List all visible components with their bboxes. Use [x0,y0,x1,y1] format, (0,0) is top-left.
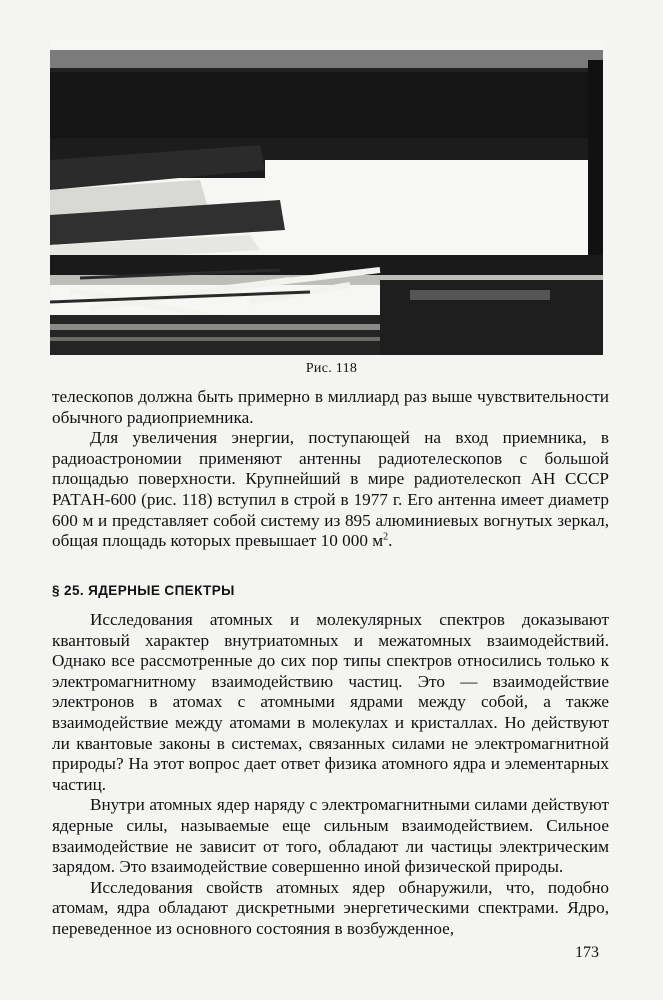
radio-telescope-photo [50,40,603,355]
page-number: 173 [575,944,599,961]
figure-caption: Рис. 118 [305,361,358,376]
superscript-two: 2 [383,531,389,543]
paragraph-continued: телескопов должна быть примерно в миллиард раз выше чувствительности обычного радиоприемника. [52,387,609,427]
paragraph-nuclear-forces: Внутри атомных ядер наряду с электромагнитными силами действуют ядерные силы, называемые еще сильным взаимодействием. Сильное взаимодействие не зависит от того, обладают ли частицы электрическим зарядом. Это взаимодействие совершенно иной физической природы. [52,795,609,877]
paragraph-ratan-end: . [388,531,393,551]
top-text-block [52,387,609,552]
section-heading: § 25. ЯДЕРНЫЕ СПЕКТРЫ [52,583,235,598]
paragraph-spectra: Исследования атомных и молекулярных спектров доказывают квантовый характер внутриатомных и межатомных взаимодействий. Однако все рассмотренные до сих пор типы спектров относились только к электромагнитному взаимодействию частиц. Это — взаимодействие электронов в атомах с атомными ядрами между собой, а также взаимодействие между атомами в молекулах и кристаллах. Но действуют ли квантовые законы в системах, связанных силами не электромагнитной природы? На этот вопрос дает ответ физика атомного ядра и элементарных частиц. [52,610,609,794]
paragraph-discrete-spectra: Исследования свойств атомных ядер обнаружили, что, подобно атомам, ядра обладают дискретными энергетическими спектрами. Ядро, переведенное из основного состояния в возбужденное, [52,877,609,938]
paragraph-ratan [52,428,609,552]
paragraph-ratan-text: Для увеличения энергии, поступающей на вход приемника, в радиоастрономии применяют антенны радиотелескопов с большой площадью поверхности. Крупнейший в мире радиотелескоп АН СССР РАТАН-600 (рис. 118) вступил в строй в 1977 г. Его антенна имеет диаметр 600 м и представляет собой систему из 895 алюминиевых вогнутых зеркал, общая площадь которых превышает 10 000 м [52,428,609,551]
section-text-block [52,610,609,940]
